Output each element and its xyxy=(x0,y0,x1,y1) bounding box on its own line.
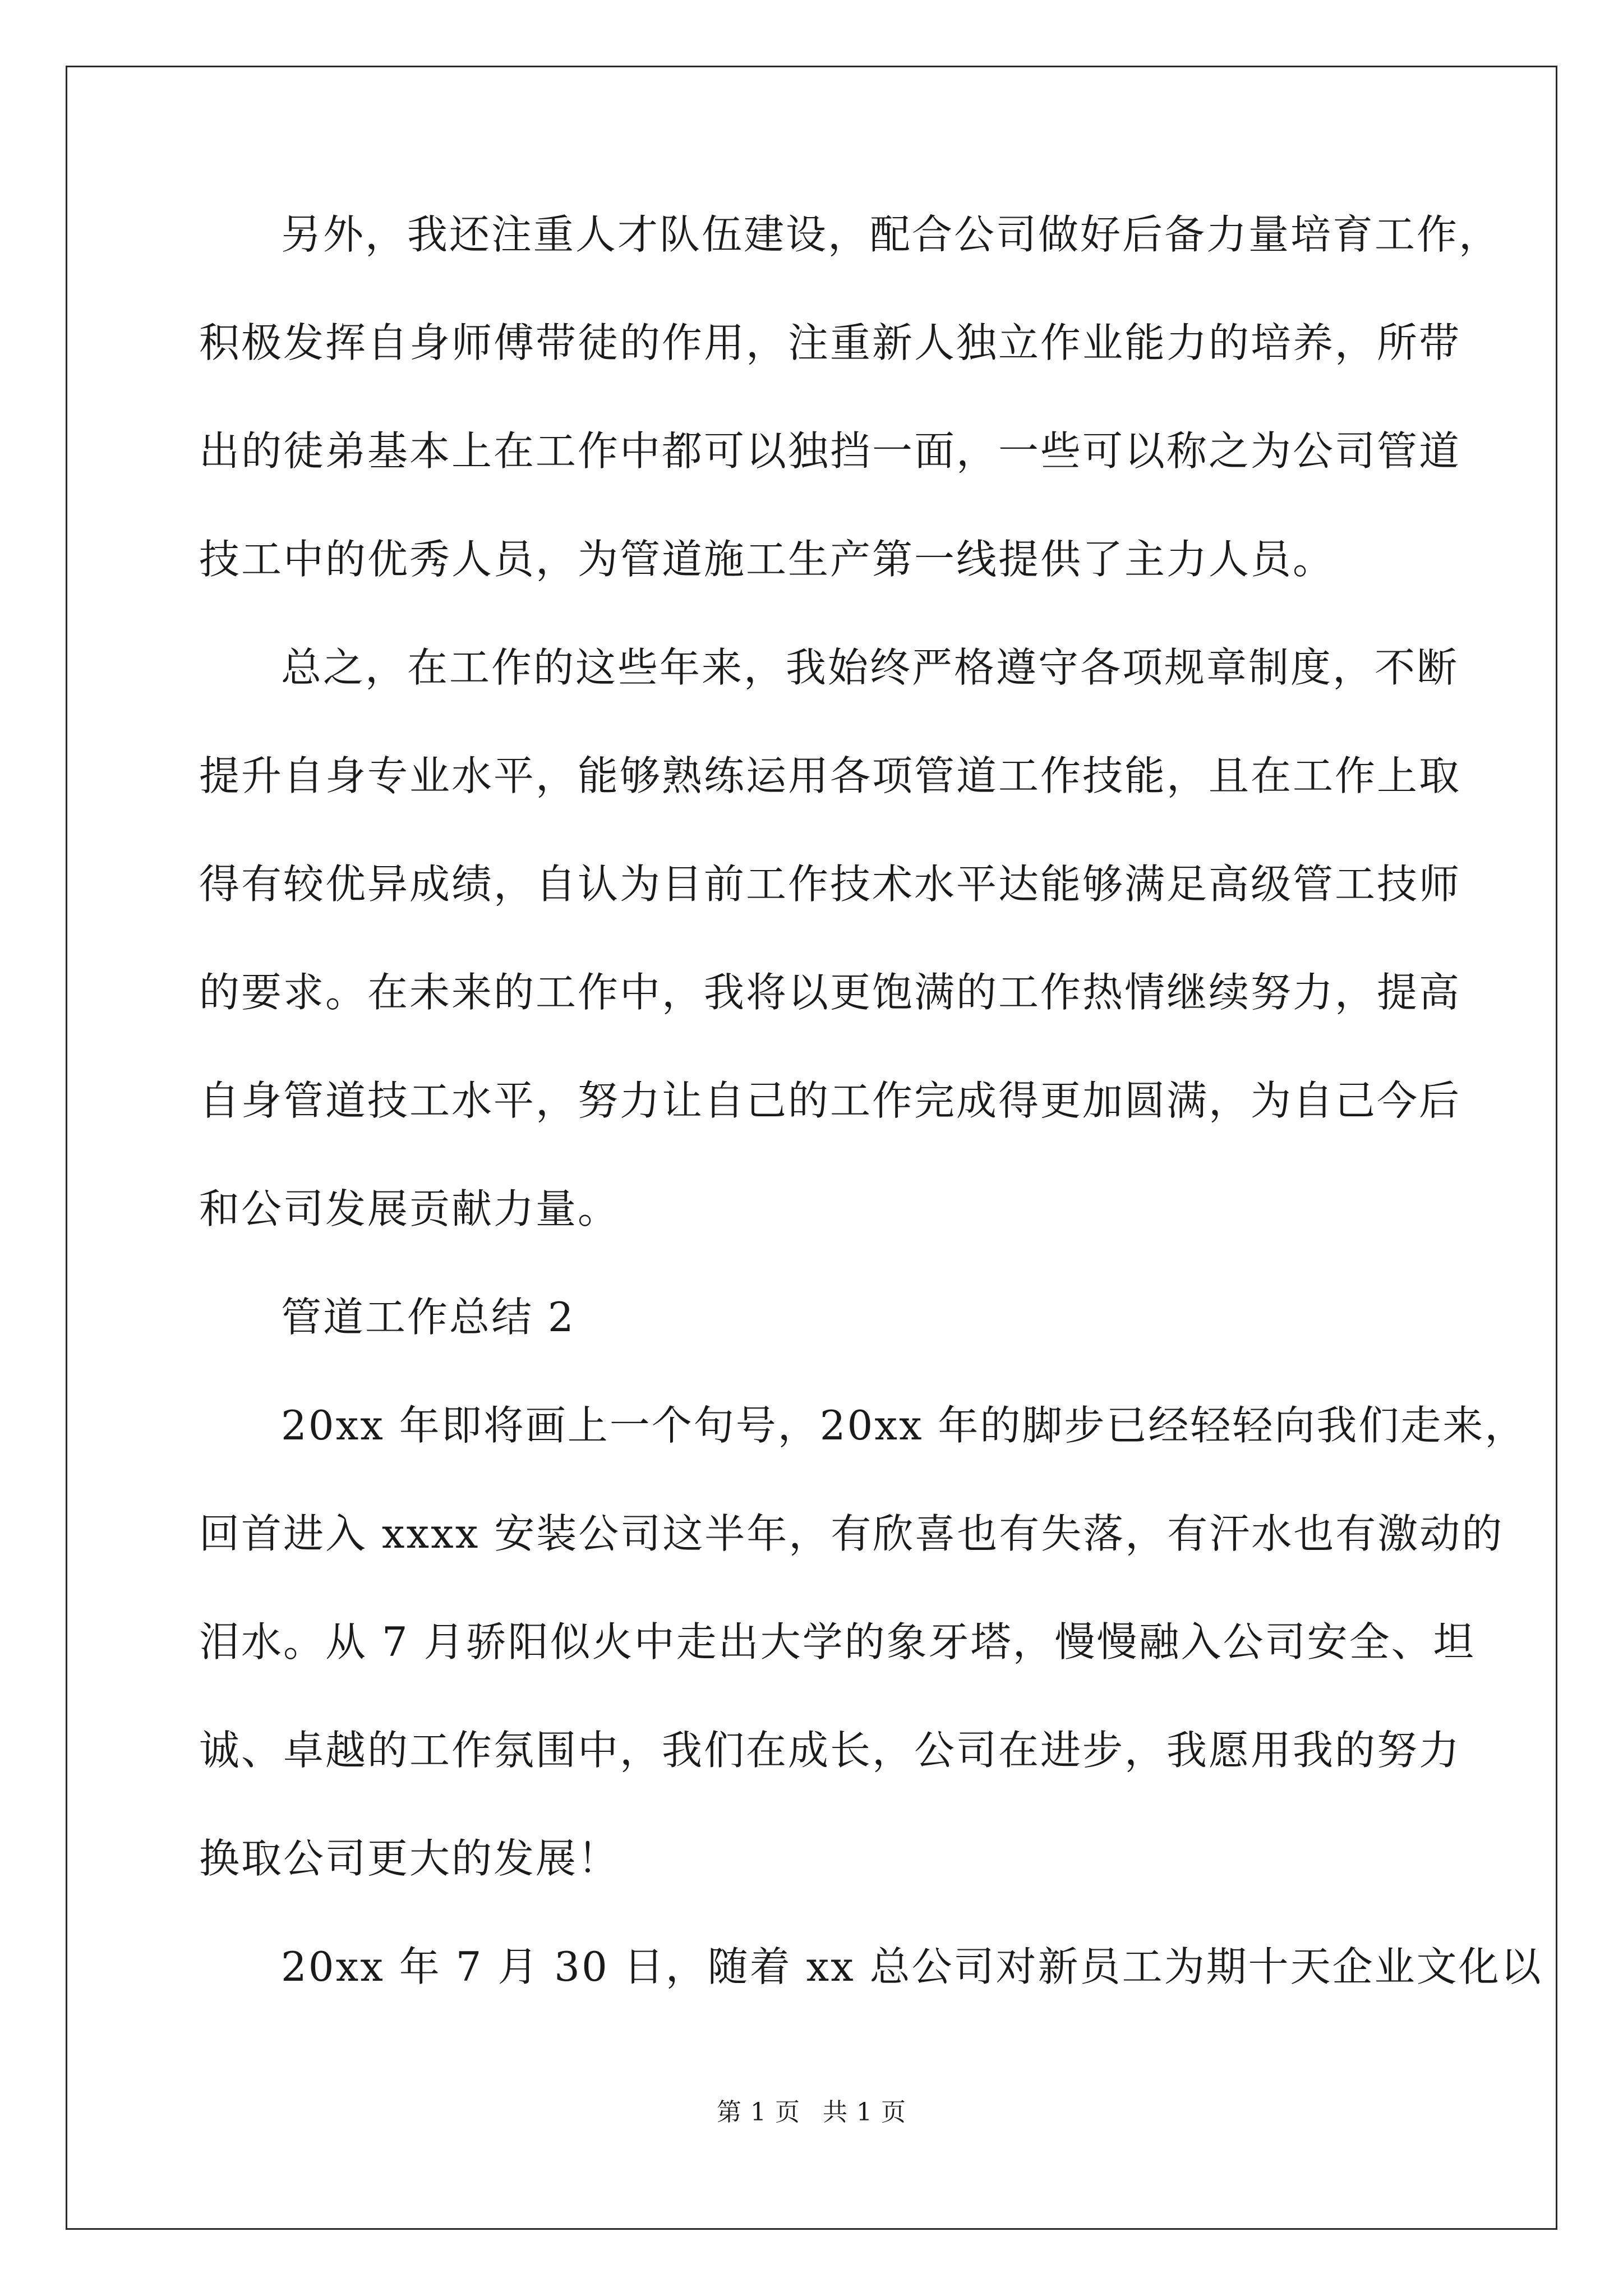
page-total: 共 1 页 xyxy=(823,2098,906,2127)
page-footer xyxy=(0,2097,1623,2128)
paragraph-line: 泪水。从 7 月骄阳似火中走出大学的象牙塔，慢慢融入公司安全、坦 xyxy=(199,1618,1476,1665)
paragraph-line: 20xx 年即将画上一个句号，20xx 年的脚步已经轻轻向我们走来， xyxy=(281,1402,1527,1449)
paragraph-line: 的要求。在未来的工作中，我将以更饱满的工作热情继续努力，提高 xyxy=(199,969,1461,1016)
paragraph-line: 诚、卓越的工作氛围中，我们在成长，公司在进步，我愿用我的努力 xyxy=(199,1727,1461,1774)
page-number: 第 1 页 xyxy=(717,2098,800,2127)
paragraph-line: 和公司发展贡献力量。 xyxy=(199,1185,620,1232)
paragraph-line: 换取公司更大的发展！ xyxy=(199,1835,620,1882)
paragraph-line: 技工中的优秀人员，为管道施工生产第一线提供了主力人员。 xyxy=(199,536,1335,583)
paragraph-line: 提升自身专业水平，能够熟练运用各项管道工作技能，且在工作上取 xyxy=(199,752,1461,799)
paragraph-line: 得有较优异成绩，自认为目前工作技术水平达能够满足高级管工技师 xyxy=(199,861,1461,908)
page-border xyxy=(66,66,1557,2230)
paragraph-line: 另外，我还注重人才队伍建设，配合公司做好后备力量培育工作， xyxy=(281,211,1501,258)
paragraph-line: 回首进入 xxxx 安装公司这半年，有欣喜也有失落，有汗水也有激动的 xyxy=(199,1510,1504,1557)
paragraph-line: 20xx 年 7 月 30 日，随着 xx 总公司对新员工为期十天企业文化以 xyxy=(281,1943,1543,1990)
paragraph-line: 自身管道技工水平，努力让自己的工作完成得更加圆满，为自己今后 xyxy=(199,1077,1461,1124)
paragraph-line: 积极发挥自身师傅带徒的作用，注重新人独立作业能力的培养，所带 xyxy=(199,319,1461,366)
paragraph-line: 出的徒弟基本上在工作中都可以独挡一面，一些可以称之为公司管道 xyxy=(199,427,1461,475)
section-heading: 管道工作总结 2 xyxy=(281,1294,575,1341)
paragraph-line: 总之，在工作的这些年来，我始终严格遵守各项规章制度，不断 xyxy=(281,644,1459,691)
